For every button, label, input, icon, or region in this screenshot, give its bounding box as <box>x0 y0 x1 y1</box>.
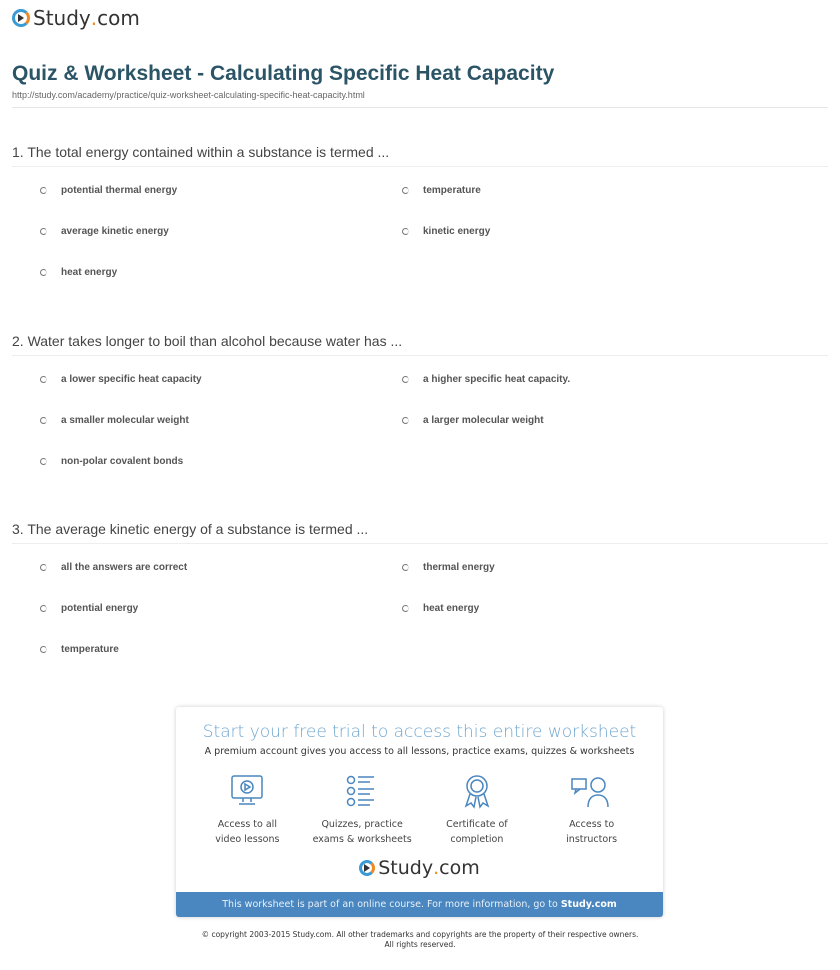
answer-option[interactable] <box>402 603 479 614</box>
play-icon <box>359 860 375 876</box>
option-label: a larger molecular weight <box>423 414 544 426</box>
bar-text: This worksheet is part of an online course. For more information, go to <box>222 899 561 910</box>
answer-option[interactable] <box>40 456 183 467</box>
option-label: temperature <box>61 644 119 655</box>
radio-icon[interactable] <box>402 376 409 383</box>
logo-dot: . <box>90 6 98 30</box>
logo-tld: com <box>97 6 140 30</box>
radio-icon[interactable] <box>40 187 47 194</box>
radio-icon[interactable] <box>40 605 47 612</box>
divider <box>12 543 828 544</box>
question <box>12 521 828 544</box>
logo-text: Study <box>33 6 91 30</box>
answer-option[interactable] <box>40 603 138 614</box>
answer-option[interactable] <box>40 644 119 655</box>
answer-option[interactable] <box>40 226 169 237</box>
radio-icon[interactable] <box>402 228 409 235</box>
radio-icon[interactable] <box>40 228 47 235</box>
option-label: temperature <box>423 185 481 196</box>
question-text: 3. The average kinetic energy of a substance is termed ... <box>12 521 369 537</box>
radio-icon[interactable] <box>402 187 409 194</box>
radio-icon[interactable] <box>40 458 47 465</box>
promo-logo[interactable] <box>176 857 663 879</box>
study-link[interactable]: Study.com <box>560 899 617 910</box>
list-icon <box>344 773 380 809</box>
question <box>12 333 828 356</box>
radio-icon[interactable] <box>402 564 409 571</box>
divider <box>12 107 828 108</box>
option-label: potential energy <box>61 603 139 614</box>
question-text: 2. Water takes longer to boil than alcohol because water has ... <box>12 332 403 349</box>
divider <box>12 355 828 356</box>
radio-icon[interactable] <box>40 376 47 383</box>
page-title: Quiz & Worksheet - Calculating Specific Heat Capacity <box>12 62 555 85</box>
answer-option[interactable] <box>402 562 495 573</box>
option-label: a higher specific heat capacity. <box>423 373 571 385</box>
answer-option[interactable] <box>40 185 177 196</box>
answer-option[interactable] <box>40 415 189 426</box>
radio-icon[interactable] <box>40 564 47 571</box>
answer-option[interactable] <box>402 374 570 385</box>
logo-text: Study <box>378 857 434 879</box>
answer-option[interactable] <box>402 226 490 237</box>
certificate-icon <box>459 773 495 809</box>
promo-title: Start your free trial to access this entire worksheet <box>202 722 637 742</box>
feature-label: Quizzes, practice <box>321 819 403 830</box>
feature-instructors <box>537 773 647 847</box>
feature-label: video lessons <box>215 834 280 845</box>
copyright-line: All rights reserved. <box>384 940 456 949</box>
play-icon <box>12 9 30 27</box>
divider <box>12 166 828 167</box>
option-label: potential thermal energy <box>61 185 178 196</box>
copyright-line: © copyright 2003-2015 Study.com. All other trademarks and copyrights are the property of their respective owners. <box>201 930 639 939</box>
promo-box <box>176 707 663 917</box>
question <box>12 144 828 167</box>
option-label: all the answers are correct <box>61 562 188 573</box>
course-info-bar <box>176 892 663 917</box>
answer-option[interactable] <box>40 267 117 278</box>
feature-label: Access to all <box>217 819 277 830</box>
feature-label: completion <box>450 834 504 845</box>
feature-label: exams & worksheets <box>312 834 412 845</box>
option-label: kinetic energy <box>423 226 491 237</box>
feature-certificate <box>422 773 532 847</box>
logo-tld: com <box>439 857 480 879</box>
option-label: heat energy <box>423 603 480 614</box>
video-icon <box>229 773 265 809</box>
answer-option[interactable] <box>402 185 481 196</box>
radio-icon[interactable] <box>40 417 47 424</box>
feature-label: Certificate of <box>446 819 508 830</box>
answer-option[interactable] <box>40 374 202 385</box>
question-text: 1. The total energy contained within a substance is termed ... <box>12 144 390 160</box>
radio-icon[interactable] <box>40 646 47 653</box>
option-label: average kinetic energy <box>61 226 169 237</box>
answer-option[interactable] <box>402 415 544 426</box>
radio-icon[interactable] <box>40 269 47 276</box>
instructor-icon <box>570 773 614 809</box>
radio-icon[interactable] <box>402 417 409 424</box>
feature-label: Access to <box>569 819 615 830</box>
study-logo[interactable] <box>12 6 140 30</box>
logo-dot: . <box>433 857 440 879</box>
feature-quizzes <box>307 773 417 847</box>
option-label: thermal energy <box>423 562 495 573</box>
feature-label: instructors <box>566 834 618 845</box>
answer-option[interactable] <box>40 562 187 573</box>
page-url: http://study.com/academy/practice/quiz-worksheet-calculating-specific-heat-capacity.html <box>12 90 365 100</box>
option-label: heat energy <box>61 267 118 278</box>
option-label: a smaller molecular weight <box>61 414 189 426</box>
promo-subtitle: A premium account gives you access to all lessons, practice exams, quizzes & worksheets <box>204 746 635 757</box>
feature-video <box>192 773 302 847</box>
option-label: non-polar covalent bonds <box>61 455 184 467</box>
copyright <box>0 930 840 950</box>
option-label: a lower specific heat capacity <box>61 373 202 385</box>
radio-icon[interactable] <box>402 605 409 612</box>
